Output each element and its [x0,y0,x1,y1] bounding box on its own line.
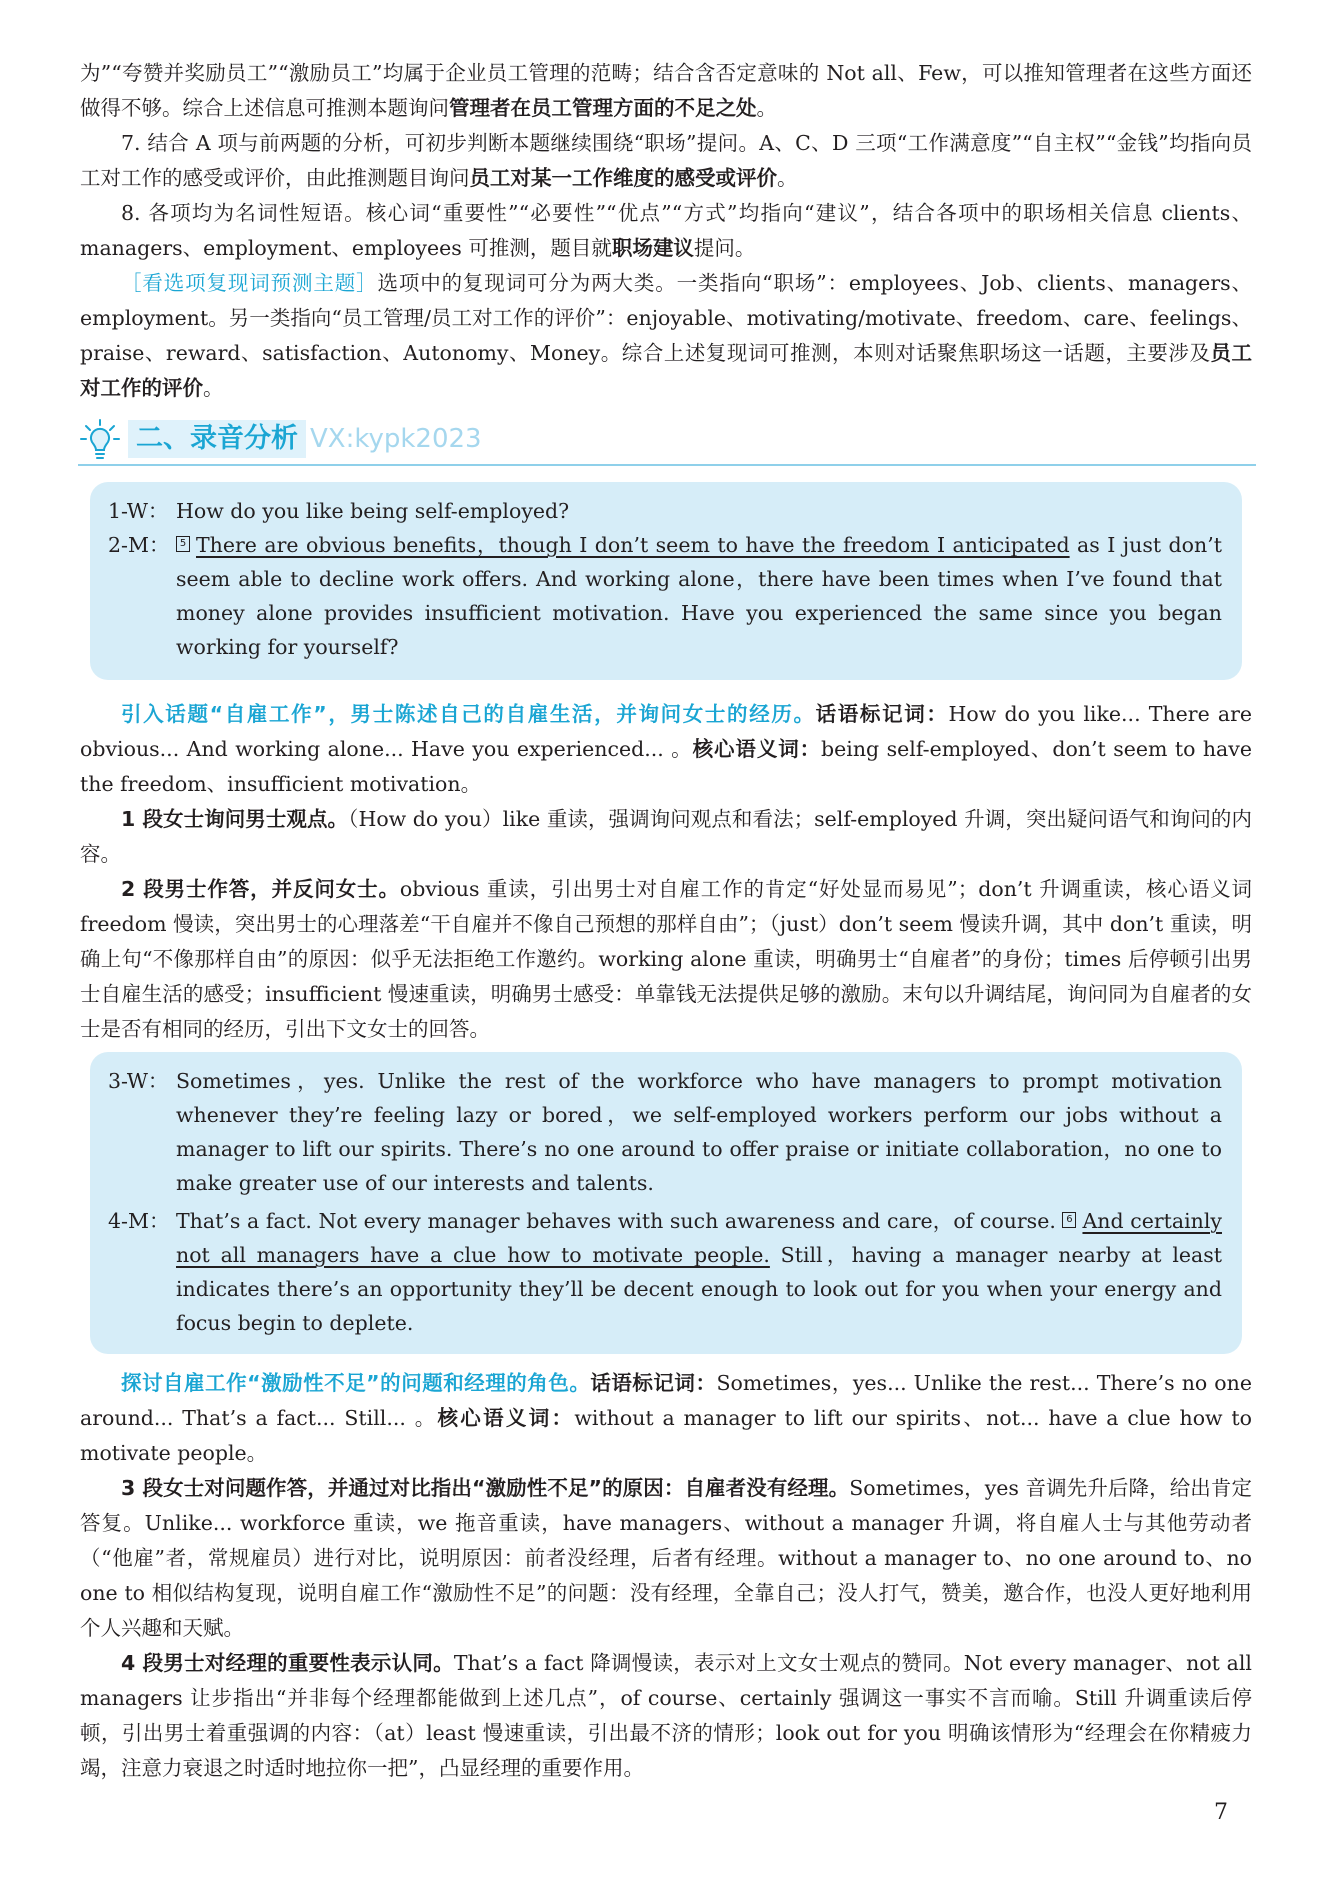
lightbulb-icon [80,418,120,462]
underlined-answer-text: There are obvious benefits，though I don’t seem to have the freedom I anticipated [196,533,1070,557]
segment-text: （How do you）like 重读，强调询问观点和看法；self-employed 升调，突出疑问语气和询问的内容。 [80,807,1252,866]
intro-block [80,56,1252,406]
item-8-conclusion: 职场建议 [611,236,694,260]
analysis-lead: 探讨自雇工作“激励性不足”的问题和经理的角色。 [121,1371,591,1395]
turn-text: That’s a fact. Not every manager behaves with such awareness and care，of course. [176,1209,1063,1233]
watermark: VX:kypk2023 [310,424,482,454]
dialogue-turn-2 [90,528,1222,664]
intro-paragraph [80,56,1252,126]
item-7-end: 。 [777,166,798,190]
question-marker: 5 [176,536,190,552]
section-heading [78,418,1256,466]
speaker-label: 1-W： [108,499,169,523]
dialogue-box-2 [90,1052,1242,1354]
section-title: 二、录音分析 [128,420,306,458]
dialogue-box-1 [90,482,1242,680]
question-marker: 6 [1062,1212,1076,1228]
marker-text: How do you like... There are obvious... And working alone... Have you experienced... 。 [80,702,1253,761]
intro-text: 为”“夸赞并奖励员工”“激励员工”均属于企业员工管理的范畴；结合含否定意味的 Not all、Few，可以推知管理者在这些方面还做得不够。综合上述信息可推测本题询问 [80,61,1252,120]
turn-text: Sometimes，yes. Unlike the rest of the workforce who have managers to prompt motivation whenever they’re feeling lazy or bored，we self-employed workers perform our jobs without a manager to lift our spirits. There’s no one around to offer praise or initiate collaboration，no one to make greater use of our interests and talents. [176,1069,1222,1195]
dialogue-turn-4 [90,1204,1222,1340]
segment-heading: 4 段男士对经理的重要性表示认同。 [121,1651,454,1675]
segment-text: obvious 重读，引出男士对自雇工作的肯定“好处显而易见”；don’t 升调重读，核心语义词 freedom 慢读，突出男士的心理落差“干自雇并不像自己预想的那样自由”；（just）don’t seem 慢读升调，其中 don’t 重读，明确上句“不像那样自由”的原因：似乎无法拒绝工作邀约。working alone 重读，明确男士“自雇者”的身份；times 后停顿引出男士自雇生活的感受；insufficient 慢速重读，明确男士感受：单靠钱无法提供足够的激励。末句以升调结尾，询问同为自雇者的女士是否有相同的经历，引出下文女士的回答。 [80,877,1252,1041]
tip-end: 。 [203,376,224,400]
turn-text: How do you like being self-employed? [176,499,570,523]
segment-2-paragraph [80,872,1252,1047]
marker-label: 话语标记词： [590,1371,717,1395]
underlined-answer-text: And certainly not all managers have a clue how to motivate people. [176,1209,1222,1267]
segment-heading: 2 段男士作答，并反问女士。 [121,877,400,901]
item-8-paragraph [80,196,1252,266]
marker-label: 话语标记词： [815,702,949,726]
core-words-text: being self-employed、don’t seem to have the freedom、insufficient motivation。 [80,737,1252,796]
intro-end: 。 [756,96,777,120]
core-words-text: without a manager to lift our spirits、not... have a clue how to motivate people。 [80,1406,1252,1465]
segment-1-paragraph [80,802,1252,872]
analysis-block-1 [80,697,1252,1047]
analysis-lead-paragraph [80,1366,1252,1471]
segment-heading: 3 段女士对问题作答，并通过对比指出“激励性不足”的原因：自雇者没有经理。 [121,1476,850,1500]
speaker-label: 2-M： [108,533,170,557]
speaker-label: 4-M： [108,1209,170,1233]
turn-text: as I just don’t seem able to decline work offers. And working alone，there have been times when I’ve found that money alone provides insufficient motivation. Have you experienced the same since you began working for yourself? [176,533,1222,659]
tip-conclusion: 员工对工作的评价 [80,341,1253,400]
segment-4-paragraph [80,1646,1252,1786]
analysis-lead: 引入话题“自雇工作”，男士陈述自己的自雇生活，并询问女士的经历。 [121,702,816,726]
dialogue-turn-1 [90,494,1222,528]
analysis-lead-paragraph [80,697,1252,802]
analysis-block-2 [80,1366,1252,1786]
item-7-text: 7. 结合 A 项与前两题的分析，可初步判断本题继续围绕“职场”提问。A、C、D 三项“工作满意度”“自主权”“金钱”均指向员工对工作的感受或评价，由此推测题目询问 [80,131,1252,190]
intro-conclusion: 管理者在员工管理方面的不足之处 [449,96,757,120]
tip-paragraph [80,266,1252,406]
item-8-text: 8. 各项均为名词性短语。核心词“重要性”“必要性”“优点”“方式”均指向“建议”，结合各项中的职场相关信息 clients、managers、employment、employees 可推测，题目就 [80,201,1252,260]
core-words-label: 核心语义词： [437,1406,575,1430]
tip-text: 选项中的复现词可分为两大类。一类指向“职场”：employees、Job、clients、managers、employment。另一类指向“员工管理/员工对工作的评价”：enjoyable、motivating/motivate、freedom、care、feelings、praise、reward、satisfaction、Autonomy、Money。综合上述复现词可推测，本则对话聚焦职场这一话题，主要涉及 [80,271,1253,365]
marker-text: Sometimes，yes... Unlike the rest... There’s no one around... That’s a fact... Still... 。 [80,1371,1252,1430]
segment-text: That’s a fact 降调慢读，表示对上文女士观点的赞同。Not every manager、not all managers 让步指出“并非每个经理都能做到上述几点”，of course、certainly 强调这一事实不言而喻。Still 升调重读后停顿，引出男士着重强调的内容：（at）least 慢速重读，引出最不济的情形；look out for you 明确该情形为“经理会在你精疲力竭，注意力衰退之时适时地拉你一把”，凸显经理的重要作用。 [80,1651,1252,1780]
segment-3-paragraph [80,1471,1252,1646]
segment-heading: 1 段女士询问男士观点。 [121,807,349,831]
tip-label: ［看选项复现词预测主题］ [121,271,378,295]
item-7-paragraph [80,126,1252,196]
turn-text: Still，having a manager nearby at least indicates there’s an opportunity they’ll be decent enough to look out for you when your energy and focus begin to deplete. [176,1243,1222,1335]
page-number: 7 [1214,1800,1228,1825]
item-7-conclusion: 员工对某一工作维度的感受或评价 [469,166,777,190]
item-8-end: 提问。 [693,236,756,260]
speaker-label: 3-W： [108,1069,169,1093]
core-words-label: 核心语义词： [692,737,822,761]
segment-text: Sometimes，yes 音调先升后降，给出肯定答复。Unlike... workforce 重读，we 拖音重读，have managers、without a manager 升调，将自雇人士与其他劳动者（“他雇”者，常规雇员）进行对比，说明原因：前者没经理，后者有经理。without a manager to、no one around to、no one to 相似结构复现，说明自雇工作“激励性不足”的问题：没有经理，全靠自己；没人打气，赞美，邀合作，也没人更好地利用个人兴趣和天赋。 [80,1476,1252,1640]
dialogue-turn-3 [90,1064,1222,1200]
